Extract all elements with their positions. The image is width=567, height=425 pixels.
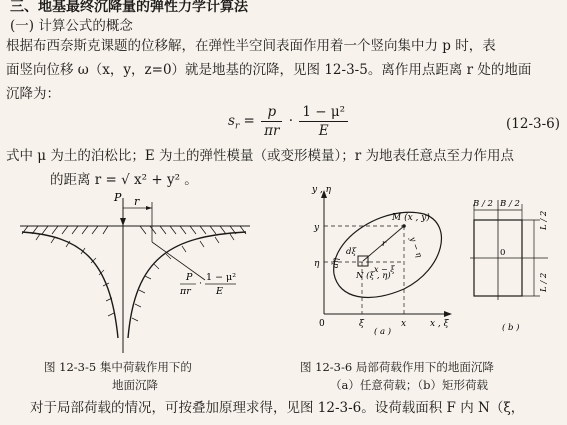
label-M: M (x , y)	[392, 213, 430, 223]
figure-12-3-6-a	[294, 184, 454, 336]
sub-label-a: ( a )	[374, 327, 392, 336]
formula-12-3-6	[228, 104, 350, 139]
fig-frac1-num: P	[186, 272, 193, 283]
where-line-2: 的距离 r = √ x² + y² 。	[50, 172, 198, 188]
formula-number: (12-3-6)	[506, 116, 561, 132]
where-line-1: 式中 μ 为土的泊松比；E 为土的弹性模量（或变形模量）；r 为地表任意点至力作用点	[6, 148, 514, 164]
subsection-heading: (一) 计算公式的概念	[10, 18, 133, 34]
formula-fraction-1	[261, 104, 282, 139]
label-y-minus-eta: y − η	[408, 235, 424, 259]
settlement-curve-right	[128, 232, 246, 338]
section-heading: 三、地基最终沉降量的弹性力学计算法	[10, 0, 248, 15]
x-axis-arrow-icon	[444, 311, 452, 317]
fig-frac2-den: E	[216, 286, 223, 297]
r-arrow-icon	[146, 206, 152, 210]
paragraph-line-1: 根据布西奈斯克课题的位移解，在弹性半空间表面作用着一个竖向集中力 p 时，表	[6, 38, 496, 54]
rect-L-bottom-label: L / 2	[539, 272, 549, 292]
bottom-paragraph-line: 对于局部荷载的情况，可按叠加原理求得，见图 12-3-6。设荷载面积 F 内 N（ξ，	[30, 400, 525, 416]
formula-frac2-numerator: 1 − μ²	[299, 104, 348, 122]
fig2-caption-line-1: 图 12-3-6 局部荷载作用下的地面沉降	[300, 360, 494, 374]
tick-origin: 0	[319, 319, 325, 329]
formula-frac1-numerator: p	[261, 104, 282, 122]
formula-lhs-subscript: r	[234, 121, 240, 132]
label-deta: dη	[331, 258, 340, 268]
formula-frac1-denominator: πr	[264, 123, 280, 139]
fig1-caption-line-1: 图 12-3-5 集中荷载作用下的	[44, 360, 192, 374]
tick-x: x	[401, 319, 407, 329]
formula-dot: ·	[288, 113, 294, 129]
rect-B-left-label: B / 2	[473, 199, 493, 209]
paragraph-line-2: 面竖向位移 ω（x，y，z=0）就是地基的沉降，见图 12-3-5。离作用点距离 r 处的地面	[6, 62, 532, 78]
formula-fraction-2	[299, 104, 348, 139]
paragraph-line-3: 沉降为：	[6, 86, 60, 102]
fig2-caption-line-2: （a）任意荷载；（b）矩形荷载	[330, 378, 488, 392]
fig-frac1-den: πr	[180, 286, 191, 297]
point-M	[402, 224, 406, 228]
fig1-caption-line-2: 地面沉降	[112, 378, 158, 392]
axis-x-label: x , ξ	[430, 319, 449, 329]
rect-origin-label: 0	[500, 248, 506, 258]
rect-L-top-label: L / 2	[539, 210, 549, 230]
formula-equals: =	[243, 113, 255, 129]
tick-y: y	[314, 223, 320, 233]
label-N: N (ξ , η)	[356, 271, 391, 281]
figure-12-3-5	[10, 188, 255, 358]
sub-label-b: ( b )	[502, 323, 520, 333]
load-arrow-icon	[120, 218, 126, 226]
fig-frac2-num: 1 − μ²	[206, 272, 237, 283]
rect-B-right-label: B / 2	[500, 199, 520, 209]
ground-hatching	[22, 226, 246, 234]
label-x-minus-xi: x − ξ	[374, 265, 395, 274]
tick-eta: η	[314, 259, 320, 269]
axis-y-label: y , η	[312, 185, 332, 195]
label-r-a: r	[382, 239, 387, 249]
curve-hatching	[36, 234, 237, 321]
leader-line	[152, 242, 205, 280]
formula-frac2-denominator: E	[318, 123, 329, 139]
figure-12-3-6-b	[462, 190, 562, 338]
label-dxi: dξ	[346, 247, 357, 257]
formula-lhs: s	[228, 113, 235, 129]
label-P: P	[114, 191, 122, 204]
tick-xi: ξ	[359, 319, 364, 329]
label-r: r	[134, 195, 140, 208]
settlement-curve-left	[22, 232, 118, 338]
fig-dot: ·	[199, 278, 203, 289]
